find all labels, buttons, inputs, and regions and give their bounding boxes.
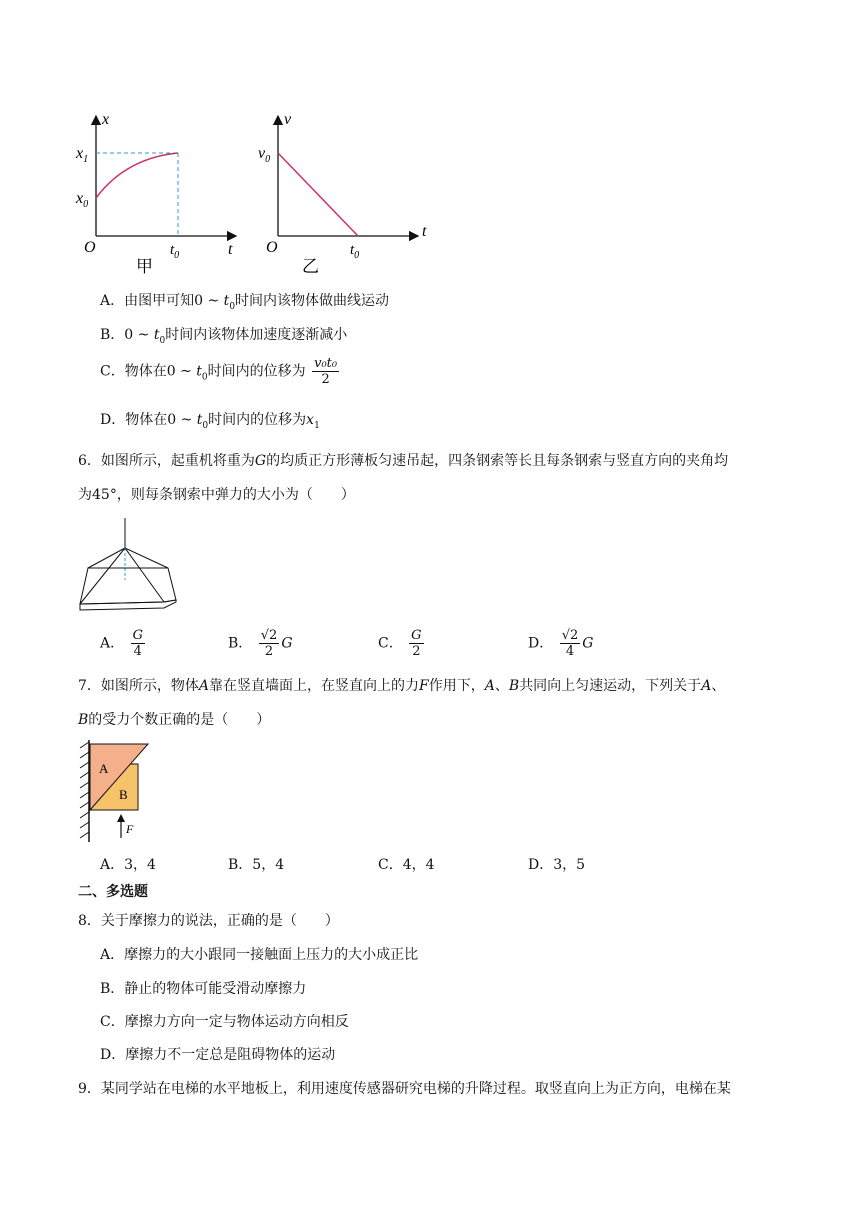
option-text: 由图甲可知0 ~ bbox=[124, 293, 224, 309]
option-text: 时间内的位移为 bbox=[207, 363, 306, 380]
caption-yi: 乙 bbox=[302, 257, 319, 276]
v0-tick: $v_0$ bbox=[258, 145, 271, 165]
option-label: B． bbox=[100, 327, 125, 343]
origin-label: O bbox=[266, 239, 278, 256]
option-label: A． bbox=[100, 293, 125, 309]
option-text: 时间内该物体做曲线运动 bbox=[235, 293, 390, 309]
y-axis-label: v bbox=[284, 111, 292, 128]
q7-option-d[interactable]: D．3，5 bbox=[528, 857, 586, 873]
option-label: A． bbox=[100, 635, 125, 652]
sub-0: 0 bbox=[159, 335, 166, 346]
var-t: t bbox=[153, 327, 160, 343]
x0-tick: $x_0$ bbox=[76, 190, 89, 210]
q6-option-b[interactable] bbox=[228, 628, 293, 659]
fraction bbox=[259, 628, 280, 659]
cable bbox=[125, 548, 164, 602]
var-a: A bbox=[198, 678, 210, 694]
plate-thickness bbox=[80, 600, 176, 610]
frac-num: v₀t₀ bbox=[314, 356, 338, 371]
q6-option-a[interactable] bbox=[100, 628, 147, 659]
label-a: A bbox=[99, 761, 109, 776]
var-g: G bbox=[281, 635, 293, 652]
stem-text: 为45°，则每条钢索中弹力的大小为（ ） bbox=[78, 487, 355, 503]
var-b: B bbox=[508, 678, 520, 694]
var-g: G bbox=[582, 635, 594, 652]
option-text: 时间内该物体加速度逐渐减小 bbox=[165, 327, 348, 343]
q5-option-c[interactable] bbox=[100, 356, 341, 387]
q8-stem: 8．关于摩擦力的说法，正确的是（ ） bbox=[78, 913, 339, 929]
stem-text: 7．如图所示，物体 bbox=[78, 678, 199, 694]
sub-0: 0 bbox=[202, 420, 209, 431]
var-a: A bbox=[484, 678, 495, 694]
frac-den: 2 bbox=[321, 372, 330, 387]
wall-hatching bbox=[80, 742, 89, 838]
frac-num: G bbox=[411, 628, 422, 643]
section-heading: 二、多选题 bbox=[78, 884, 148, 900]
q9-stem: 9．某同学站在电梯的水平地板上，利用速度传感器研究电梯的升降过程。取竖直向上为正方向，电梯在某 bbox=[78, 1081, 731, 1097]
var-a: A bbox=[701, 678, 712, 694]
x-axis-label: t bbox=[422, 223, 427, 240]
x-axis-label: t bbox=[228, 241, 233, 258]
q6-option-c[interactable] bbox=[378, 628, 426, 659]
option-label: C． bbox=[100, 363, 125, 380]
fraction bbox=[312, 356, 339, 387]
x-t-curve bbox=[96, 153, 178, 198]
var-t: t bbox=[196, 363, 202, 380]
sub-0: 0 bbox=[201, 372, 208, 383]
origin-label: O bbox=[84, 239, 96, 256]
stem-text: 、 bbox=[494, 678, 509, 694]
label-b: B bbox=[119, 787, 128, 802]
stem-text: 、 bbox=[711, 678, 726, 694]
stem-text: 的均质正方形薄板匀速吊起，四条钢索等长且每条钢索与竖直方向的夹角均 bbox=[266, 453, 729, 469]
graph-yi bbox=[252, 108, 442, 278]
option-label: D． bbox=[528, 635, 554, 652]
q8-option-a[interactable]: A．摩擦力的大小跟同一接触面上压力的大小成正比 bbox=[100, 947, 419, 963]
q8-option-c[interactable]: C．摩擦力方向一定与物体运动方向相反 bbox=[100, 1014, 349, 1030]
t0-tick: $t_0$ bbox=[170, 242, 180, 261]
option-text: 时间内的位移为 bbox=[208, 412, 307, 428]
x1-tick: $x_1$ bbox=[76, 145, 89, 165]
option-text: 0 ~ bbox=[124, 327, 154, 343]
q7-option-a[interactable]: A．3，4 bbox=[100, 857, 156, 873]
q7-stem-line2 bbox=[78, 710, 270, 730]
q8-option-d[interactable]: D．摩擦力不一定总是阻碍物体的运动 bbox=[100, 1047, 336, 1063]
crane-plate-figure bbox=[74, 516, 184, 616]
var-f: F bbox=[419, 678, 429, 694]
var-t: t bbox=[196, 412, 203, 428]
frac-num: √2 bbox=[260, 628, 278, 643]
q5-option-d[interactable] bbox=[100, 410, 320, 436]
stem-text: 作用下， bbox=[428, 678, 485, 694]
stem-text: 共同向上匀速运动，下列关于 bbox=[519, 678, 702, 694]
option-label: B． bbox=[228, 635, 253, 652]
q5-option-b[interactable] bbox=[100, 325, 347, 351]
stem-text: 的受力个数正确的是（ ） bbox=[88, 712, 271, 728]
frac-den: 4 bbox=[133, 644, 142, 659]
frac-num: G bbox=[132, 628, 143, 643]
fraction bbox=[409, 628, 423, 659]
q7-stem-line1 bbox=[78, 676, 725, 696]
stem-text: 靠在竖直墙面上，在竖直向上的力 bbox=[209, 678, 420, 694]
cable bbox=[88, 548, 125, 568]
q6-stem-line2 bbox=[78, 485, 355, 505]
q8-option-b[interactable]: B．静止的物体可能受滑动摩擦力 bbox=[100, 981, 307, 997]
q6-stem-line1 bbox=[78, 451, 728, 471]
wall-blocks-figure bbox=[70, 738, 160, 844]
q5-option-a[interactable] bbox=[100, 291, 389, 317]
option-label: C． bbox=[378, 635, 403, 652]
arrow-head bbox=[117, 814, 125, 822]
t0-tick: $t_0$ bbox=[350, 242, 360, 261]
var-t: t bbox=[223, 293, 230, 309]
cable bbox=[80, 548, 125, 604]
option-label: D． bbox=[100, 412, 126, 428]
q7-option-b[interactable]: B．5，4 bbox=[228, 857, 285, 873]
caption-jia: 甲 bbox=[136, 257, 153, 276]
option-text: 物体在0 ~ bbox=[124, 363, 197, 380]
q7-option-c[interactable]: C．4，4 bbox=[378, 857, 435, 873]
var-g: G bbox=[254, 453, 267, 469]
cable bbox=[125, 548, 168, 568]
y-axis-label: x bbox=[102, 111, 110, 128]
sub-1: 1 bbox=[314, 420, 320, 431]
frac-den: 4 bbox=[565, 644, 575, 659]
frac-num: √2 bbox=[561, 628, 579, 643]
frac-den: 2 bbox=[264, 644, 274, 659]
v-t-line bbox=[278, 153, 358, 236]
option-text: 物体在0 ~ bbox=[125, 412, 197, 428]
graph-jia bbox=[70, 108, 250, 278]
fraction bbox=[131, 628, 145, 659]
var-b: B bbox=[78, 712, 89, 728]
label-f: F bbox=[126, 822, 134, 836]
sub-0: 0 bbox=[229, 301, 236, 312]
q6-option-d[interactable] bbox=[528, 628, 593, 659]
var-x: x bbox=[306, 412, 315, 428]
stem-text: 6．如图所示，起重机将重为 bbox=[78, 453, 255, 469]
frac-den: 2 bbox=[412, 644, 421, 659]
fraction bbox=[560, 628, 581, 659]
